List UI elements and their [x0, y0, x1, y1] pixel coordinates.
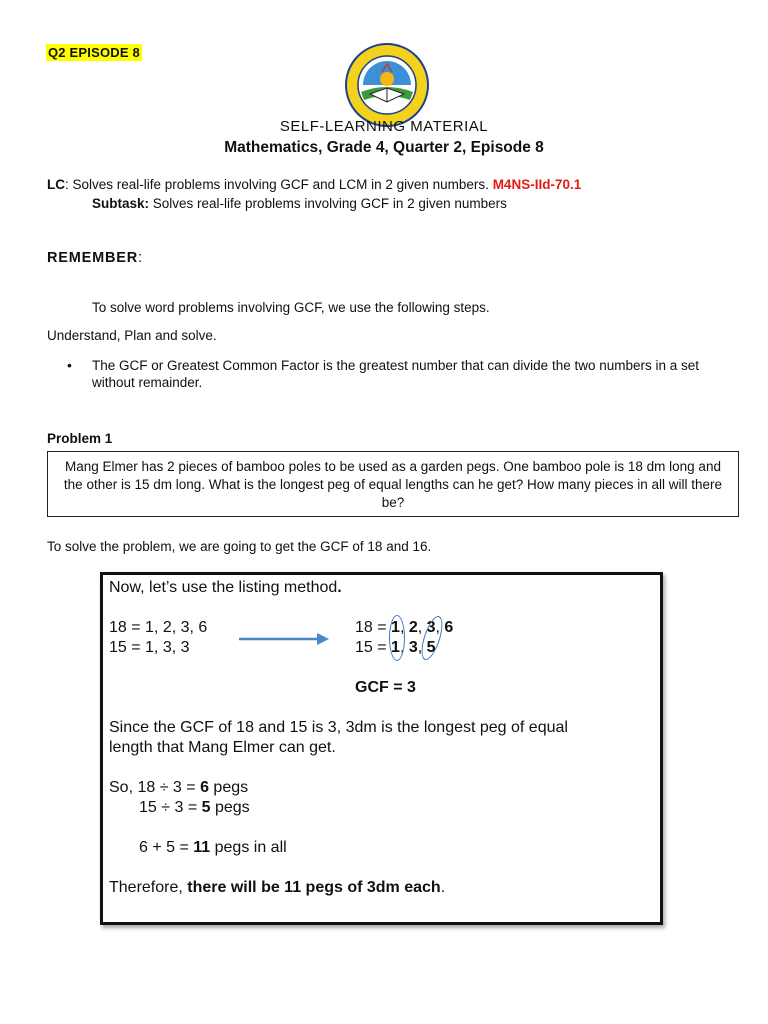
- since-line1: Since the GCF of 18 and 15 is 3, 3dm is the longest peg of equal: [109, 719, 568, 736]
- learning-competency: [47, 177, 581, 192]
- remember-para1: To solve word problems involving GCF, we use the following steps.: [92, 300, 490, 315]
- lc-text: : Solves real-life problems involving GCF and LCM in 2 given numbers.: [65, 177, 493, 192]
- left-list-15: 15 = 1, 3, 3: [109, 639, 190, 656]
- conclusion: Therefore, there will be 11 pegs of 3dm each.: [109, 879, 446, 896]
- lc-label: LC: [47, 177, 65, 192]
- sum-line: 6 + 5 = 11 pegs in all: [139, 839, 287, 856]
- lc-code: M4NS-IId-70.1: [492, 177, 582, 192]
- arrow-icon: [237, 631, 331, 647]
- bullet-icon: •: [67, 357, 72, 373]
- document-subtitle: Mathematics, Grade 4, Quarter 2, Episode 8: [224, 139, 544, 156]
- problem-text: Mang Elmer has 2 pieces of bamboo poles to be used as a garden pegs. One bamboo pole is 18 dm long and the other is 15 dm long. What is the longest peg of equal lengths can he get? How many pieces in all will there be?: [63, 459, 723, 510]
- since-line2: length that Mang Elmer can get.: [109, 739, 336, 756]
- division-15: 15 ÷ 3 = 5 pegs: [139, 799, 250, 816]
- subtask-text: Solves real-life problems involving GCF in 2 given numbers: [149, 196, 507, 211]
- subtask: [92, 196, 507, 211]
- division-18: So, 18 ÷ 3 = 6 pegs: [109, 779, 249, 796]
- left-list-18: 18 = 1, 2, 3, 6: [109, 619, 208, 636]
- to-solve-text: To solve the problem, we are going to get the GCF of 18 and 16.: [47, 539, 432, 554]
- remember-para2: Understand, Plan and solve.: [47, 328, 217, 343]
- document-title: SELF-LEARNING MATERIAL: [279, 118, 489, 135]
- episode-tag: Q2 EPISODE 8: [48, 45, 140, 60]
- remember-heading: REMEMBER:: [47, 250, 143, 266]
- gcf-result: GCF = 3: [355, 679, 416, 696]
- solution-box: [100, 572, 663, 925]
- right-list-15: 15 = 1, 3, 5: [355, 639, 436, 656]
- gcf-definition: The GCF or Greatest Common Factor is the greatest number that can divide the two numbers in a set without remainder.: [92, 358, 700, 390]
- solution-intro: Now, let’s use the listing method.: [109, 579, 342, 596]
- common-factor-circle-1: [389, 615, 405, 661]
- problem-label: Problem 1: [47, 431, 113, 446]
- right-list-18: 18 = 1, 2, 3, 6: [355, 619, 454, 636]
- subtask-label: Subtask:: [92, 196, 150, 211]
- deped-seal-icon: [344, 42, 430, 128]
- problem-box: [47, 451, 739, 517]
